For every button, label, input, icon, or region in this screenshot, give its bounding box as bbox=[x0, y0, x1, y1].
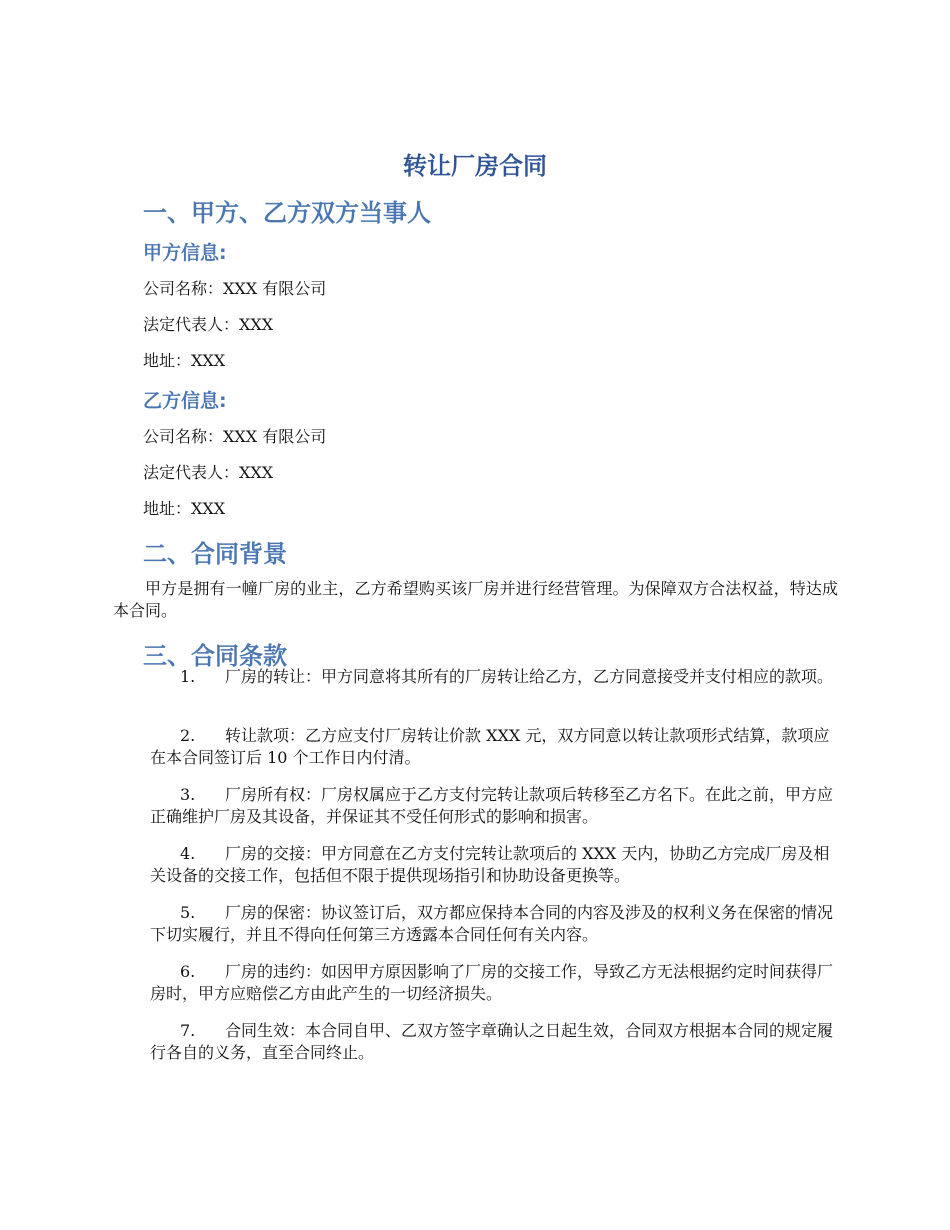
clause-number: 7. bbox=[180, 1021, 196, 1040]
background-paragraph: 甲方是拥有一幢厂房的业主，乙方希望购买该厂房并进行经营管理。为保障双方合法权益，特达成本合同。 bbox=[113, 579, 838, 620]
clause-number: 3. bbox=[180, 785, 196, 804]
document-title: 转让厂房合同 bbox=[403, 152, 547, 180]
clause-number: 2. bbox=[180, 726, 196, 745]
section-heading-background: 二、合同背景 bbox=[143, 540, 287, 568]
contract-clause bbox=[150, 725, 840, 769]
contract-clause bbox=[150, 666, 840, 688]
party-b-representative: 法定代表人：XXX bbox=[143, 463, 274, 482]
clause-number: 5. bbox=[180, 903, 196, 922]
section-heading-parties: 一、甲方、乙方双方当事人 bbox=[143, 199, 431, 227]
contract-clause bbox=[150, 961, 840, 1005]
contract-clause bbox=[150, 902, 840, 946]
party-b-company: 公司名称：XXX 有限公司 bbox=[143, 427, 327, 446]
clause-text: 转让款项：乙方应支付厂房转让价款 XXX 元，双方同意以转让款项形式结算，款项应在本合同签订后 10 个工作日内付清。 bbox=[150, 726, 830, 767]
party-a-representative: 法定代表人：XXX bbox=[143, 315, 274, 334]
section-heading-terms: 三、合同条款 bbox=[143, 642, 287, 670]
clause-number: 4. bbox=[180, 844, 196, 863]
party-b-address: 地址：XXX bbox=[143, 499, 226, 518]
contract-clause bbox=[150, 843, 840, 887]
party-a-company: 公司名称：XXX 有限公司 bbox=[143, 279, 327, 298]
contract-clause bbox=[150, 784, 840, 828]
clause-text: 厂房的保密：协议签订后，双方都应保持本合同的内容及涉及的权利义务在保密的情况下切实履行，并且不得向任何第三方透露本合同任何有关内容。 bbox=[150, 903, 834, 944]
clause-number: 1. bbox=[180, 667, 196, 686]
clause-text: 厂房的交接：甲方同意在乙方支付完转让款项后的 XXX 天内，协助乙方完成厂房及相关设备的交接工作，包括但不限于提供现场指引和协助设备更换等。 bbox=[150, 844, 830, 885]
clause-number: 6. bbox=[180, 962, 196, 981]
party-b-heading: 乙方信息: bbox=[143, 390, 227, 412]
contract-clause bbox=[150, 1020, 840, 1064]
clause-text: 厂房所有权：厂房权属应于乙方支付完转让款项后转移至乙方名下。在此之前，甲方应正确维护厂房及其设备，并保证其不受任何形式的影响和损害。 bbox=[150, 785, 834, 826]
party-a-heading: 甲方信息: bbox=[143, 242, 227, 264]
clause-text: 厂房的违约：如因甲方原因影响了厂房的交接工作，导致乙方无法根据约定时间获得厂房时，甲方应赔偿乙方由此产生的一切经济损失。 bbox=[150, 962, 834, 1003]
clause-text: 厂房的转让：甲方同意将其所有的厂房转让给乙方，乙方同意接受并支付相应的款项。 bbox=[225, 667, 834, 686]
party-a-address: 地址：XXX bbox=[143, 351, 226, 370]
clause-text: 合同生效：本合同自甲、乙双方签字章确认之日起生效，合同双方根据本合同的规定履行各自的义务，直至合同终止。 bbox=[150, 1021, 834, 1062]
